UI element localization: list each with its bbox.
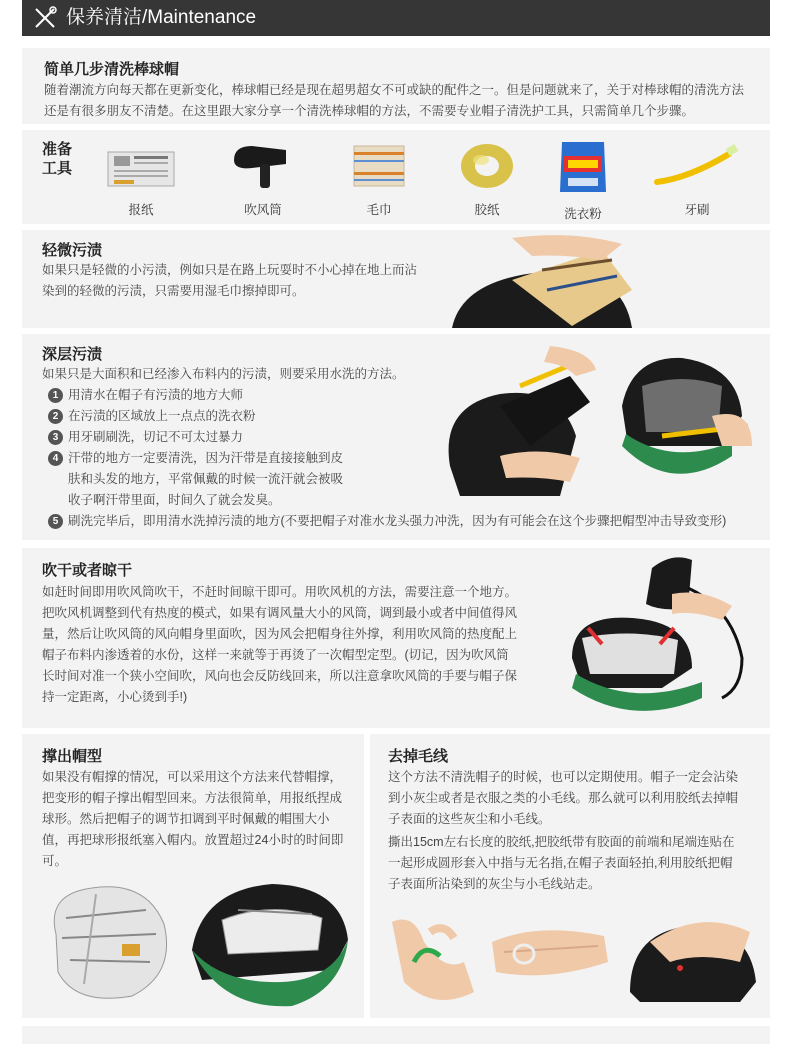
shape-panel — [22, 734, 364, 1018]
tools-icon — [32, 5, 58, 31]
tools-title — [42, 140, 72, 178]
tools-title-line1: 准备 — [42, 141, 73, 158]
light-stain-panel — [22, 230, 770, 328]
step-text: 汗带的地方一定要清洗，因为汗带是直接接触到皮肤和头发的地方，平常佩戴的时候一流汗就会被吸收子啊汗带里面，时间久了就会发臭。 — [68, 451, 344, 507]
tape-icon — [448, 138, 526, 190]
step-number: 4 — [48, 451, 63, 466]
step-item — [48, 448, 348, 511]
header-title: 保养清洁/Maintenance — [66, 7, 257, 28]
tool-toothbrush — [642, 138, 752, 218]
tool-label: 牙刷 — [684, 203, 710, 217]
deep-stain-intro: 如果只是大面积和已经渗入布料内的污渍，则要采用水洗的方法。 — [42, 367, 405, 381]
lint-text-2: 撕出15cm左右长度的胶纸,把胶纸带有胶面的前端和尾端连贴在一起形成圆形套入中指与无名指,在帽子表面轻拍,利用胶纸把帽子表面所沾染到的灰尘与小毛线站走。 — [388, 835, 735, 891]
tool-hair-dryer — [208, 138, 318, 218]
lint-title: 去掉毛线 — [388, 748, 449, 765]
cap-stuffed-photo — [182, 870, 358, 1012]
toothbrush-icon — [649, 138, 745, 190]
tool-newspaper — [86, 138, 196, 218]
tool-label: 吹风筒 — [244, 203, 282, 217]
tool-label: 毛巾 — [366, 203, 392, 217]
intro-panel — [22, 48, 770, 124]
tools-panel — [22, 130, 770, 224]
step-text: 在污渍的区域放上一点点的洗衣粉 — [68, 409, 256, 423]
bottom-strip — [22, 1026, 770, 1044]
step-text: 用清水在帽子有污渍的地方大师 — [68, 388, 244, 402]
tool-tape — [432, 138, 542, 218]
deep-stain-title: 深层污渍 — [42, 346, 103, 363]
newspaper-ball-photo — [36, 874, 182, 1008]
step-text: 刷洗完毕后，即用清水洗掉污渍的地方(不要把帽子对准水龙头强力冲洗，因为有可能会在这个步骤把帽型冲击导致变形) — [68, 514, 727, 528]
tool-towel — [324, 138, 434, 218]
shape-text: 如果没有帽撑的情况，可以采用这个方法来代替帽撑，把变形的帽子撑出帽型回来。方法很简单，用报纸捏成球形。然后把帽子的调节扣调到平时佩戴的帽围大小值，再把球形报纸塞入帽内。放置超过24小时的时间即可。 — [42, 770, 344, 868]
dry-panel — [22, 548, 770, 728]
lint-text-1: 这个方法不清洗帽子的时候，也可以定期使用。帽子一定会沾染到小灰尘或者是衣服之类的小毛线。那么就可以利用胶纸去掉帽子表面的这些灰尘和小毛线。 — [388, 770, 739, 826]
tape-fingers-photo — [488, 902, 618, 1006]
step-item — [48, 511, 768, 532]
step-number: 3 — [48, 430, 63, 445]
tool-label: 报纸 — [128, 203, 154, 217]
section-header — [22, 0, 770, 36]
light-stain-title: 轻微污渍 — [42, 242, 103, 259]
step-number: 1 — [48, 388, 63, 403]
step-item — [48, 427, 348, 448]
newspaper-icon — [102, 138, 180, 190]
detergent-icon — [544, 138, 622, 194]
tool-label: 胶纸 — [474, 203, 500, 217]
step-item — [48, 385, 348, 406]
cap-drying-photo — [542, 548, 762, 724]
shape-title: 撑出帽型 — [42, 748, 103, 765]
tape-loop-photo — [384, 902, 480, 1006]
deep-stain-steps — [48, 385, 348, 511]
dry-title: 吹干或者晾干 — [42, 562, 133, 579]
step-text: 用牙刷刷洗，切记不可太过暴力 — [68, 430, 244, 444]
cap-taping-photo — [620, 902, 760, 1006]
intro-title: 简单几步清洗棒球帽 — [44, 61, 180, 78]
hair-dryer-icon — [224, 138, 302, 190]
step-item — [48, 406, 348, 427]
step-number: 5 — [48, 514, 63, 529]
dry-text: 如赶时间即用吹风筒吹干，不赶时间晾干即可。用吹风机的方法，需要注意一个地方。把吹风机调整到代有热度的模式，如果有调风量大小的风筒，调到最小或者中间值得风量，然后让吹风筒的风向帽身里面吹，因为风会把帽身往外撑，利用吹风筒的热度配上帽子布料内渗透着的水份，这样一来就等于再烫了一次帽型定型。(切记，因为吹风筒长时间对准一个狭小空间吹，风向也会反防线回来，所以注意拿吹风筒的手要与帽子保持一定距离，小心烫到手!) — [42, 585, 518, 704]
cap-wiping-photo — [452, 230, 752, 328]
tool-detergent — [528, 138, 638, 222]
tools-title-line2: 工具 — [42, 160, 73, 177]
lint-panel — [370, 734, 770, 1018]
towel-icon — [340, 138, 418, 190]
cap-brushing-photo-1 — [440, 346, 600, 498]
deep-stain-step5 — [48, 511, 768, 532]
step-number: 2 — [48, 409, 63, 424]
cap-brushing-photo-2 — [602, 346, 752, 498]
tool-label: 洗衣粉 — [564, 207, 602, 221]
light-stain-text: 如果只是轻微的小污渍，例如只是在路上玩耍时不小心掉在地上而沾染到的轻微的污渍，只需要用湿毛巾擦掉即可。 — [42, 263, 418, 298]
intro-text: 随着潮流方向每天都在更新变化，棒球帽已经是现在超男超女不可或缺的配件之一。但是问题就来了，关于对棒球帽的清洗方法还是有很多朋友不清楚。在这里跟大家分享一个清洗棒球帽的方法，不需要专业帽子清洗护工具，只需简单几个步骤。 — [44, 83, 745, 118]
deep-stain-panel — [22, 334, 770, 540]
